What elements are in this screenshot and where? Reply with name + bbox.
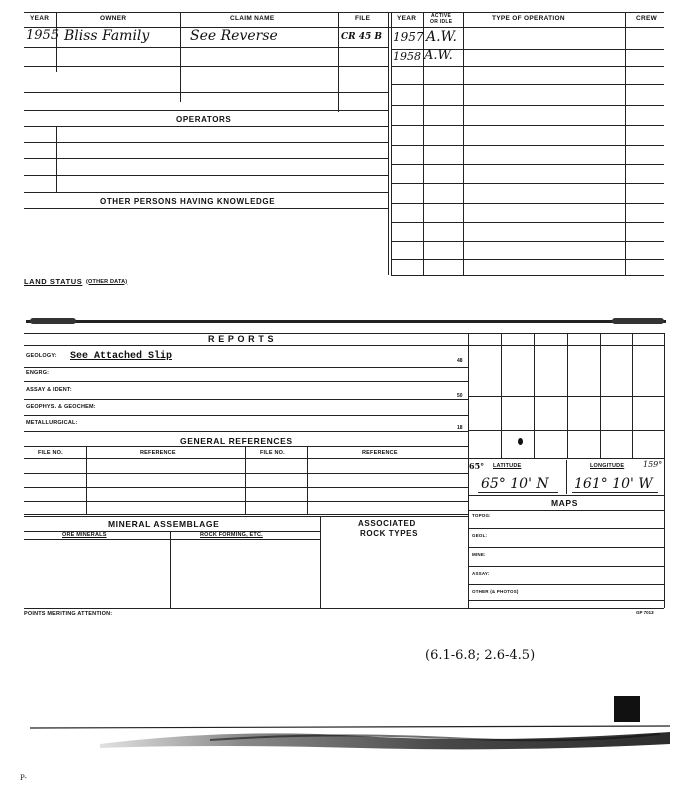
maps-mine-label: MINE:: [472, 552, 486, 557]
col-header-type-of-operation: TYPE OF OPERATION: [492, 15, 565, 22]
engrg-label: ENGRG:: [26, 370, 50, 376]
longitude-value: 161° 10' W: [574, 476, 653, 492]
maps-topog-label: TOPOG:: [472, 513, 491, 518]
latitude-label: LATITUDE: [493, 463, 522, 469]
ref-col-file-no-1: FILE NO.: [38, 450, 63, 456]
assay-row-number: 50: [457, 393, 463, 399]
scan-smudge-bottom: [30, 718, 670, 758]
activity-row-year-2: 1958: [393, 50, 421, 63]
maps-heading: MAPS: [551, 498, 578, 508]
maps-assay-label: ASSAY:: [472, 571, 490, 576]
longitude-suffix: 159°: [643, 460, 663, 469]
longitude-label: LONGITUDE: [590, 463, 625, 469]
assay-ident-label: ASSAY & IDENT:: [26, 387, 72, 393]
rock-types-heading: ROCK TYPES: [360, 529, 419, 538]
latitude-value: 65° 10' N: [481, 476, 549, 492]
metallurgical-label: METALLURGICAL:: [26, 420, 78, 426]
geology-value: See Attached Slip: [70, 351, 173, 362]
ref-col-file-no-2: FILE NO.: [260, 450, 285, 456]
reports-heading: R E P O R T S: [208, 334, 275, 344]
owner-row-owner: Bliss Family: [64, 28, 150, 44]
owner-row-claim-name: See Reverse: [190, 28, 278, 44]
other-persons-heading: OTHER PERSONS HAVING KNOWLEDGE: [100, 197, 276, 206]
footer-mark: P-: [20, 774, 27, 782]
rock-forming-label: ROCK FORMING, ETC.: [200, 532, 263, 538]
owner-row-file: CR 45 B: [341, 32, 383, 42]
operators-heading: OPERATORS: [176, 115, 232, 124]
geophys-label: GEOPHYS. & GEOCHEM:: [26, 404, 96, 410]
form-number: GP 7013: [636, 610, 654, 615]
general-references-heading: GENERAL REFERENCES: [180, 436, 293, 446]
activity-row-year-1: 1957: [393, 30, 424, 44]
geology-row-number: 48: [457, 358, 463, 364]
coordinates-note: (6.1-6.8; 2.6-4.5): [425, 648, 536, 663]
activity-row-status-1: A.W.: [426, 29, 457, 45]
grid-location-dot: [518, 438, 523, 445]
col-header-file: FILE: [355, 15, 371, 22]
latitude-prefix: 65°: [469, 461, 485, 471]
col-header-claim-name: CLAIM NAME: [230, 15, 275, 22]
col-header-active: ACTIVE: [431, 13, 452, 19]
points-meriting-attention-label: POINTS MERITING ATTENTION:: [24, 611, 113, 617]
col-header-or-idle: OR IDLE: [430, 19, 453, 25]
col-header-crew: CREW: [636, 15, 658, 22]
maps-geol-label: GEOL:: [472, 533, 488, 538]
mineral-assemblage-heading: MINERAL ASSEMBLAGE: [108, 519, 220, 529]
col-header-year: YEAR: [30, 15, 50, 22]
land-status-label: LAND STATUS: [24, 277, 83, 286]
associated-heading: ASSOCIATED: [358, 519, 416, 528]
metallurgical-row-number: 18: [457, 425, 463, 431]
owner-row-year: 1955: [26, 28, 60, 43]
land-status-sub: (OTHER DATA): [86, 278, 128, 285]
ore-minerals-label: ORE MINERALS: [62, 532, 107, 538]
ref-col-reference-2: REFERENCE: [362, 450, 398, 456]
geology-label: GEOLOGY:: [26, 353, 57, 359]
ref-col-reference-1: REFERENCE: [140, 450, 176, 456]
col-header-owner: OWNER: [100, 15, 127, 22]
col-header-year2: YEAR: [397, 15, 417, 22]
activity-row-status-2: A.W.: [424, 48, 453, 63]
maps-other-label: OTHER (& PHOTOS): [472, 589, 519, 594]
